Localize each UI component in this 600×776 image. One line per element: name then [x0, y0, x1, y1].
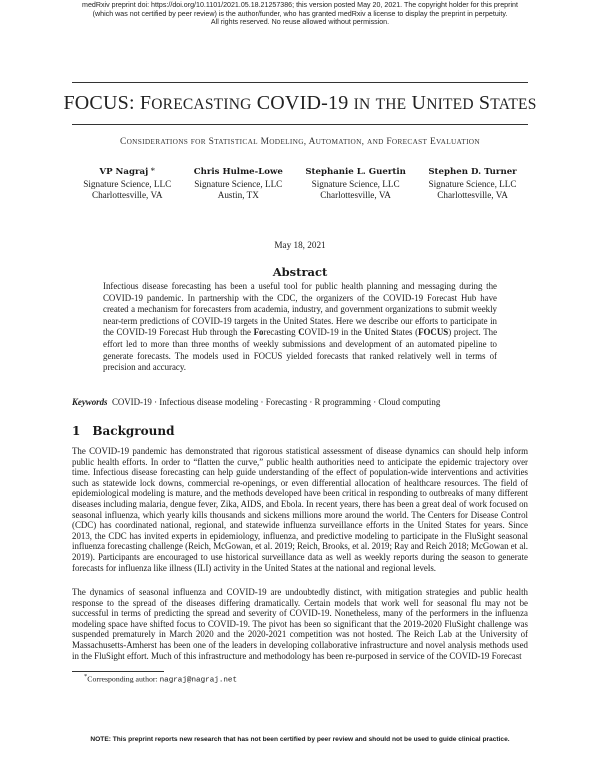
footnote-email[interactable]: nagraj@nagraj.net [159, 676, 238, 685]
author-name: Stephanie L. Guertin [305, 167, 406, 177]
footnote-rule [72, 671, 164, 672]
paper-subtitle: CONSIDERATIONS FOR STATISTICAL MODELING, AUTOMATION, AND FORECAST EVALUATION [120, 137, 480, 147]
abstract-heading: Abstract [272, 265, 328, 279]
author-location: Austin, TX [217, 190, 259, 201]
keywords-label: Keywords [72, 397, 108, 407]
author-name: Chris Hulme-Lowe [193, 167, 283, 177]
section-title: Background [92, 424, 175, 438]
author-name: VP Nagraj [99, 167, 149, 177]
author-block [194, 166, 283, 202]
copyright-text: ; this version posted May 20, 2021. The copyright holder for this preprint [292, 1, 518, 9]
title-rule-bottom [72, 124, 528, 125]
author-block [83, 166, 171, 202]
keywords-line [72, 397, 528, 407]
keywords-text: COVID-19 · Infectious disease modeling · Forecasting · R programming · Cloud computing [111, 397, 441, 407]
author-affiliation: Signature Science, LLC [311, 178, 400, 189]
title-rule-top [72, 82, 528, 83]
body-paragraph-2: The dynamics of seasonal influenza and COVID-19 are undoubtedly distinct, with mitigation strategies and public health response to the spread of the diseases differing dramatically. Certain models that work well for seasonal flu may not be successful in terms of predicting the spread and severity of COVID-19. Nonetheless, many of the performers in the influenza modeling space have shifted focus to COVID-19. The pivot has been so significant that the 2019-2020 FluSight challenge was suspended prematurely in March 2020 and the 2020-2021 competition was not hosted. The Reich Lab at the University of Massachusetts-Amherst has been one of the leaders in developing collaborative infrastructure and novel analysis methods used in the FluSight effort. Much of this infrastructure and methodology has been re-purposed in service of the COVID-19 Forecast [72, 587, 528, 661]
doi-prefix: medRxiv preprint doi: [82, 1, 152, 9]
author-location: Charlottesville, VA [437, 190, 508, 201]
section-heading [72, 424, 174, 438]
preprint-disclaimer: NOTE: This preprint reports new research that has not been certified by peer review and should not be used to guide clinical practice. [90, 736, 510, 743]
paper-title: FOCUS: FORECASTING COVID-19 IN THE UNITED STATES [63, 92, 537, 114]
preprint-header [0, 1, 600, 27]
section-number: 1 [72, 424, 81, 438]
author-block [428, 166, 516, 202]
author-list [72, 166, 528, 202]
author-affiliation: Signature Science, LLC [428, 178, 517, 189]
preprint-line-2: (which was not certified by peer review) is the author/funder, who has granted medRxiv a license to display the preprint in perpetuity. [92, 9, 508, 18]
preprint-line-1 [0, 1, 600, 10]
abstract-body: Infectious disease forecasting has been a useful tool for public health planning and messaging during the COVID-19 pandemic. In partnership with the CDC, the organizers of the COVID-19 Forecast Hub have created a mechanism for forecasters from academia, industry, and government organizations to submit weekly near-term predictions of COVID-19 targets in the United States. Here we describe our efforts to participate in the COVID-19 Forecast Hub through the Forecasting COVID-19 in the United States (FOCUS) project. The effort led to more than three months of weekly submissions and development of an automated pipeline to generate forecasts. The models used in FOCUS yielded forecasts that ranked relatively well in terms of precision and accuracy. [103, 281, 498, 373]
author-location: Charlottesville, VA [320, 190, 391, 201]
doi-link[interactable]: https://doi.org/10.1101/2021.05.18.21257386 [151, 1, 293, 9]
footnote-label: Corresponding author: [87, 674, 160, 684]
corresponding-mark: * [148, 166, 156, 176]
author-affiliation: Signature Science, LLC [83, 178, 172, 189]
body-paragraph-1: The COVID-19 pandemic has demonstrated that rigorous statistical assessment of disease dynamics can should help inform public health efforts. In order to “flatten the curve,” public health authorities need to anticipate the epidemic trajectory over time. Infectious disease forecasting can help guide understanding of the effect of population-wide interventions and activities such as statewide lock downs, commercial re-openings, or even differential allocation of healthcare resources. The field of epidemiological modeling is mature, and the methods developed have been critical in responding to outbreaks of many different diseases including malaria, dengue fever, Zika, AIDS, and Ebola. In recent years, there has been a great deal of work focused on seasonal influenza, which yearly kills thousands and sickens millions more around the world. The Centers for Disease Control (CDC) has coordinated national, regional, and statewide influenza surveillance efforts in the United States for years. Since 2013, the CDC has invited experts in epidemiology, influenza, and predictive modeling to participate in the FluSight seasonal influenza forecasting challenge (Reich, McGowan, et al. 2019; Reich, Brooks, et al. 2019; Ray and Reich 2018; McGowan et al. 2019). Participants are encouraged to use historical surveillance data as well as weekly reports during the season to generate forecasts for influenza like illness (ILI) activity in the United States at the national and regional levels. [72, 446, 528, 573]
preprint-line-3: All rights reserved. No reuse allowed without permission. [210, 18, 390, 27]
publication-date: May 18, 2021 [274, 240, 326, 250]
footnote [84, 673, 237, 685]
author-affiliation: Signature Science, LLC [194, 178, 283, 189]
author-block [305, 166, 406, 202]
author-name: Stephen D. Turner [428, 167, 517, 177]
footnote-mark: * [84, 673, 88, 680]
author-location: Charlottesville, VA [91, 190, 163, 201]
